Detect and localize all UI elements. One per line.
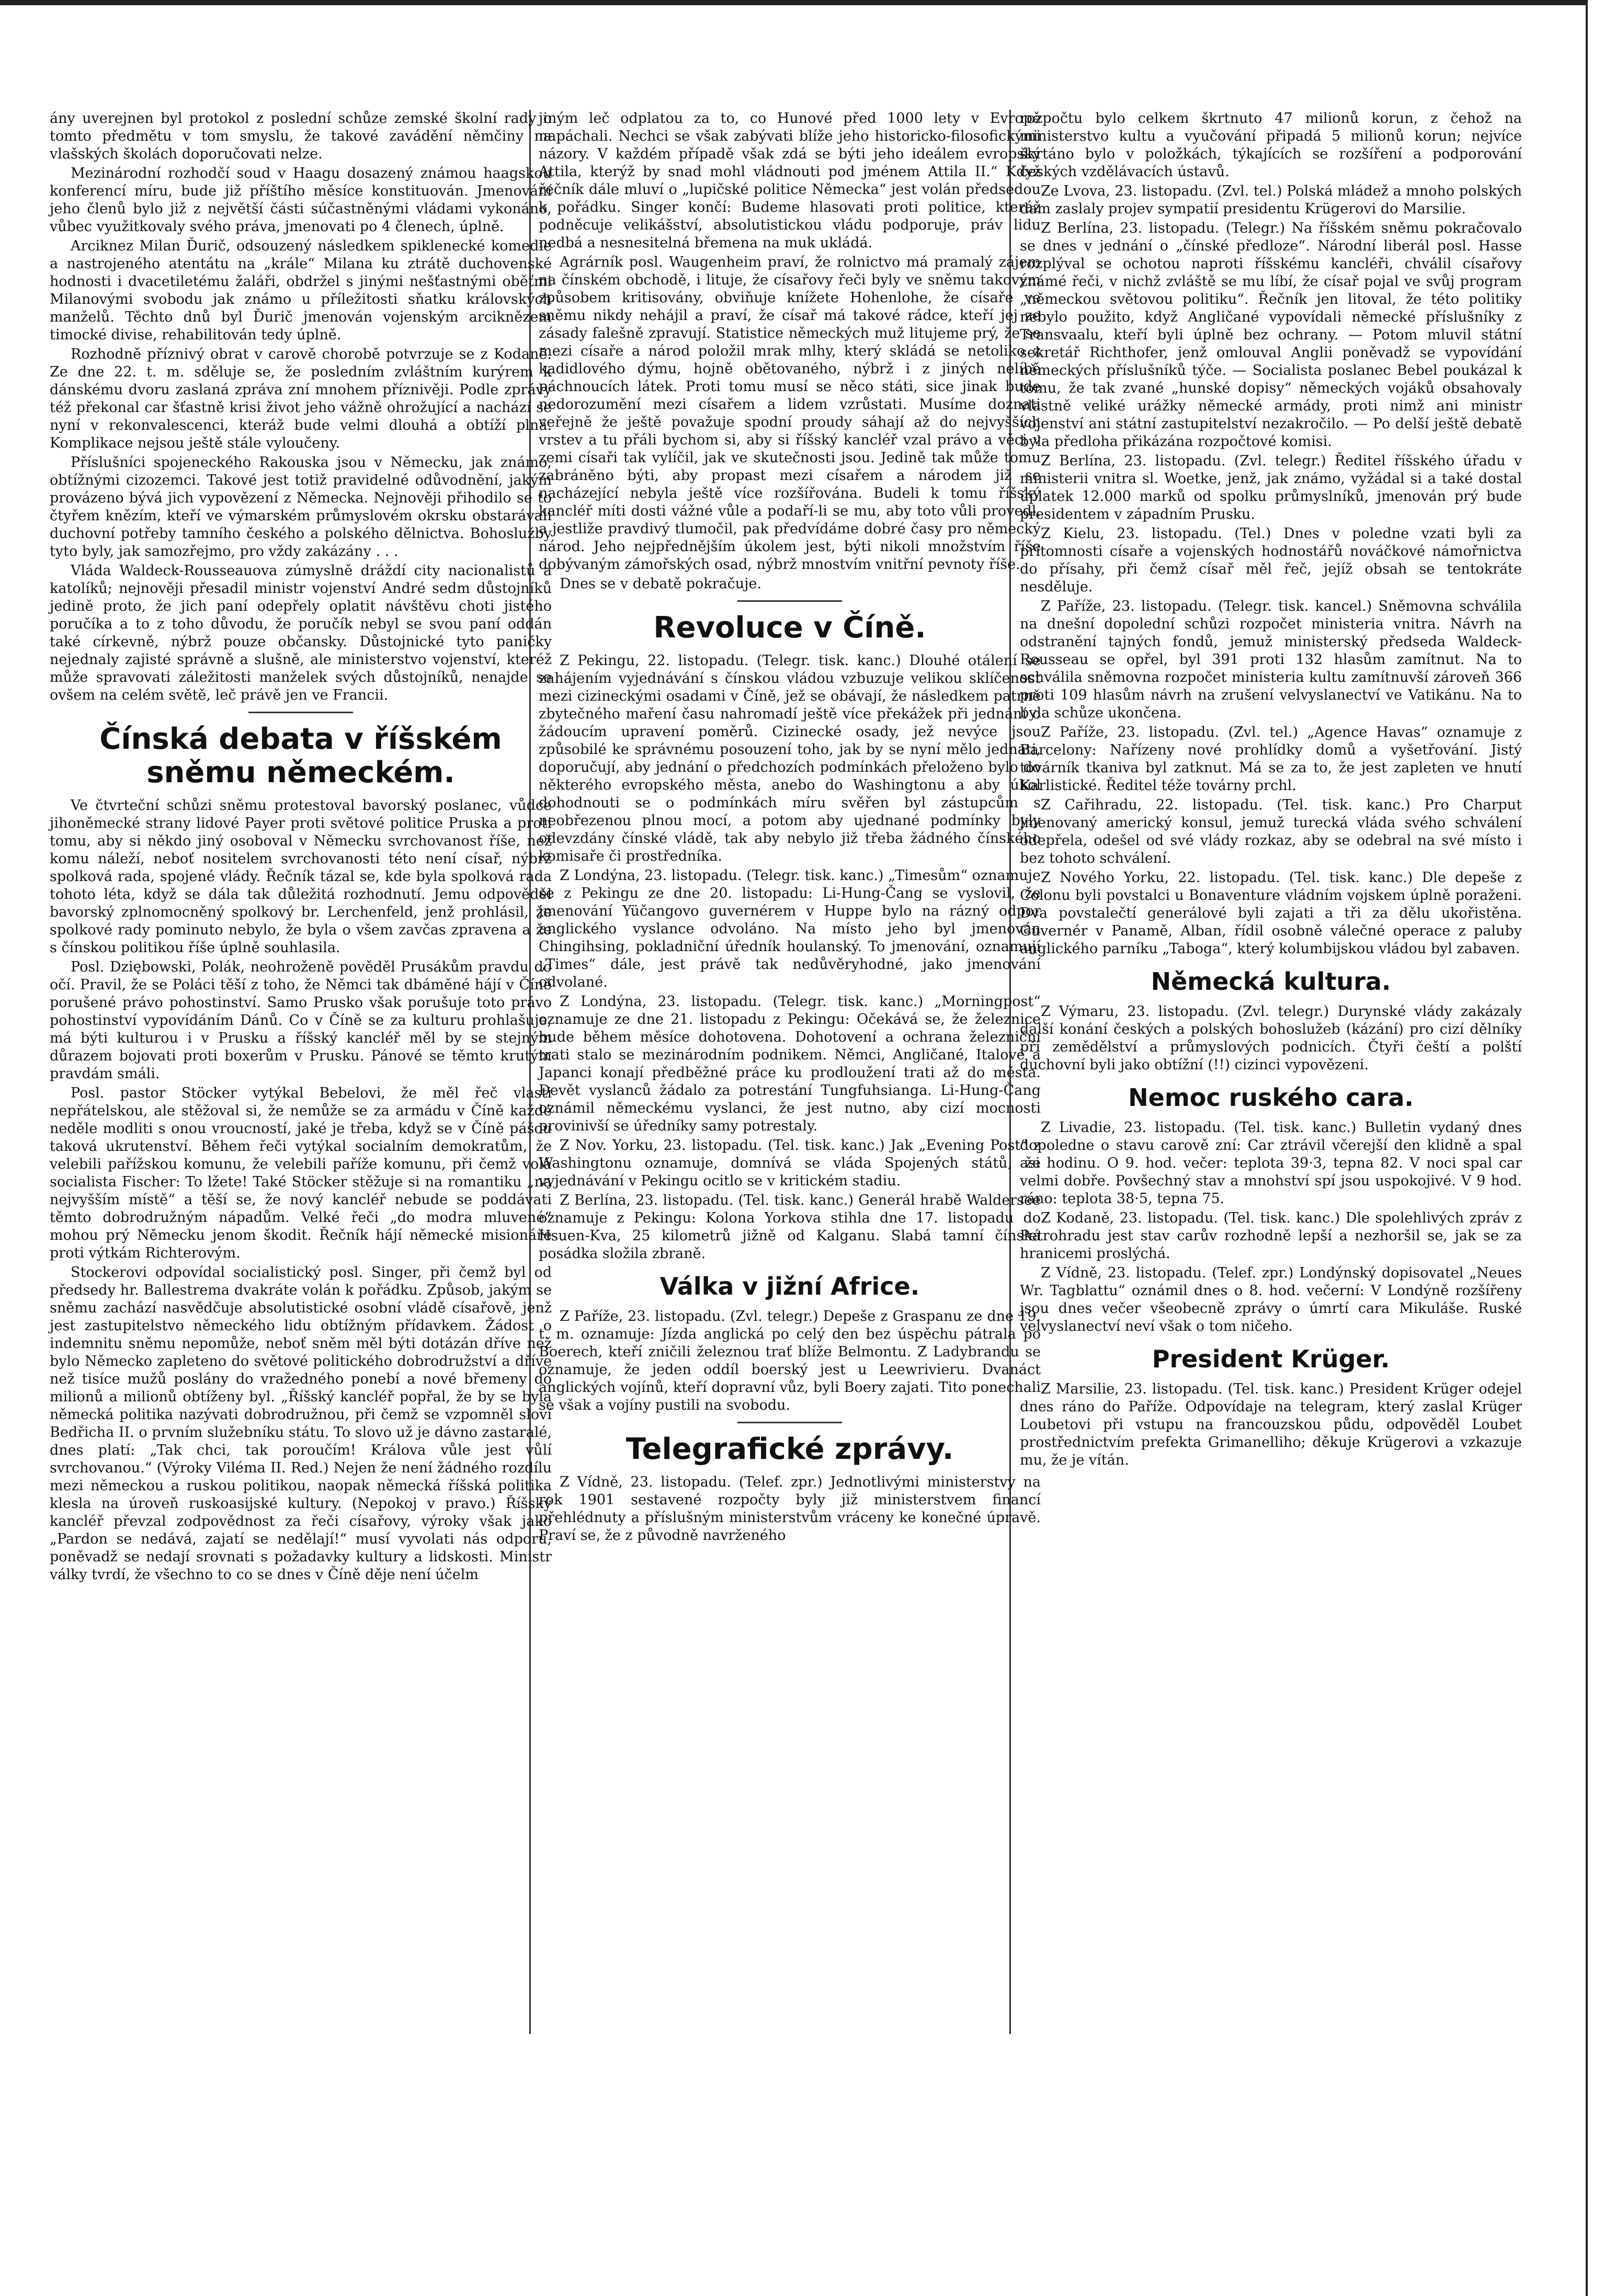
paragraph: Z Nov. Yorku, 23. listopadu. (Tel. tisk. kanc.) Jak „Evening Post“ z Washingtonu oznamuje, domnívá se vláda Spojených států, že vyjednávání v Pekingu ocitlo se v kritickém stadiu. <box>539 1137 1041 1189</box>
divider <box>248 712 353 713</box>
article-heading: Německá kultura. <box>1151 967 1391 996</box>
paragraph: Z Londýna, 23. listopadu. (Telegr. tisk. kanc.) „Morningpost“ oznamuje ze dne 21. listopadu z Pekingu: Očekává se, že železnice bude během měsíce dohotovena. Dohotovení a ochrana železniční trati stalo se mezinárodním podnikem. Němci, Angličané, Italové a Japanci konají předběžné práce ku prodloužení trati až do města. Devět vyslanců žádalo za potrestání Tungfuhsianga. Li-Hung-Čang oznámil německému vyslanci, že jest nutno, aby cizí mocnosti provinivší se úředníky samy potrestaly. <box>539 993 1041 1134</box>
paragraph: Z Cařihradu, 22. listopadu. (Tel. tisk. kanc.) Pro Charput jmenovaný americký konsul, jemuž turecká vláda svého schválení odepřela, odešel od své vlády rozkaz, aby se odebral na své místo i bez tohoto schválení. <box>1020 797 1522 866</box>
article-heading: Nemoc ruského cara. <box>1128 1083 1414 1112</box>
paragraph: Z Paříže, 23. listopadu. (Zvl. telegr.) Depeše z Graspanu ze dne 19. t. m. oznamuje: Jízda anglická po celý den bez úspěchu pátrala po Boerech, kteří zničili železnou trať blíže Belmontu. Z Ladybrandu se oznamuje, že jeden oddíl boerský jest u Leewrivieru. Dvanáct anglických vojínů, kteří dopravní vůz, byli Boery zajati. Tito ponechali se však a vojíny pustili na svobodu. <box>539 1308 1041 1413</box>
paragraph: Z Marsilie, 23. listopadu. (Tel. tisk. kanc.) President Krüger odejel dnes ráno do Paříže. Odpovídaje na telegram, který zaslal Krüger Loubetovi při vstupu na francouzskou půdu, odpověděl Loubet prostřednictvím prefekta Grimanelliho; děkuje Krügerovi a vzkazuje mu, že je vítán. <box>1020 1381 1522 1468</box>
paragraph: Ve čtvrteční schůzi sněmu protestoval bavorský poslanec, vůdce jihoněmecké strany lidové Payer proti světové politice Pruska a proti tomu, aby si někdo jiný osoboval v Německu svrchovanost říše, než komu náleží, neboť nositelem svrchovanosti této není císař, nýbrž spolková rada, spojené vlády. Řečník tázal se, kde byla spolková rada tohoto léta, když se dála tak důležitá rozhodnutí. Jemu odpověděl bavorský zplnomocněný spolkový br. Lerchenfeld, jenž prohlásil, že spolkové rady pominuto nebylo, že byla o všem zavčas zpravena a že s čínskou politikou říše úplně souhlasila. <box>50 797 552 956</box>
article-heading: Telegrafické zprávy. <box>625 1432 954 1466</box>
paragraph: Dnes se v debatě pokračuje. <box>560 576 762 592</box>
paragraph: Z Berlína, 23. listopadu. (Zvl. telegr.) Ředitel říšského úřadu v ministerii vnitra sl. Woetke, jenž, jak známo, vyžádal si a také dostal úplatek 12.000 marků od spolku průmyslníků, jmenován prý bude presidentem v západním Prusku. <box>1020 453 1522 522</box>
paragraph: Stockerovi odpovídal socialistický posl. Singer, při čemž byl od předsedy hr. Ballestrema dvakráte volán k pořádku. Způsob, jakým se sněmu zachází nasvědčuje absolutistické osobní vládě císařově, jenž jest zastupitelstvo německého lidu obtížným přídavkem. Žádost o indemnitu sněmu nepomůže, neboť sněm měl býti dotázán dříve než bylo Německo zapleteno do světové politického dobrodružství a dříve než tisíce mužů poslány do vražedného ponebí a nové břemeny do milionů a milionů obtíženy byl. „Říšský kancléř popřal, že by se byla německá politika nazývati dobrodružnou, při čemž se vzpomněl sloví Bedřicha II. o prvním služebníku státu. To slovo už je dávno zastaralé, dnes platí: „Tak chci, tak poroučím! Králova vůle jest vůlí svrchovanou.“ (Výroky Viléma II. Red.) Nejen že není žádného rozdílu mezi německou a ruskou politikou, naopak německá říšská politika klesla na úroveň ruskoasijské kultury. (Nepokoj v pravo.) Říšský kancléř převzal zodpovědnost za řeči císařovy, výroky však jako „Pardon se nedává, zajatí se nedělají!“ musí vyvolati nás odporu, poněvadž se nedají srovnati s požadavky kultury a lidskosti. Ministr války tvrdí, že všechno to co se dnes v Číně děje není účelm <box>50 1264 552 1583</box>
paragraph: Ze Lvova, 23. listopadu. (Zvl. tel.) Polská mládež a mnoho polských dam zaslaly projev sympatií presidentu Krügerovi do Marsilie. <box>1020 183 1522 217</box>
paragraph: Arciknez Milan Ďurič, odsouzený následkem spiklenecké komedie a nastrojeného atentátu na „krále“ Milana ku ztrátě duchovenské hodnosti i dvacetiletému žaláři, obdržel s jinými nešťastnými oběťmi Milanovými svobodu jak známo u příležitosti sňatku královských manželů. Těchto dnů byl Ďurič jmenován vojenským arciknězem timocké divise, rehabilitován tedy úplně. <box>50 238 552 343</box>
article-heading: President Krüger. <box>1152 1345 1390 1373</box>
column-3 <box>1020 110 1522 1471</box>
paragraph: Posl. Dziębowski, Polák, neohroženě pověděl Prusákům pravdu do očí. Pravil, že se Poláci těší z toho, že Němci tak dbáměné hájí v Číně porušené právo pohostinství. Samo Prusko však porušuje toto právo pohostinství vypovídáním Dánů. Co v Číně se za kulturu prohlašuje, má býti kulturou i v Prusku a říšský kancléř měl by se stejným důrazem bojovati proti boxerům v Prusku. Pánové se těmto krutým pravdám smáli. <box>50 959 552 1082</box>
paragraph: Z Nového Yorku, 22. listopadu. (Tel. tisk. kanc.) Dle depeše z Colonu byli povstalci u Bonaventure vládním vojskem úplně poraženi. Dva povstalečtí generálové byli zajati a tři za dělu ukořistěna. Guvernér v Panamě, Alban, řídil osobně válečné operace z paluby anglického parníku „Taboga“, který kolumbijskou vládou byl zabaven. <box>1020 870 1522 957</box>
paragraph: Z Berlína, 23. listopadu. (Telegr.) Na říšském sněmu pokračovalo se dnes v jednání o „čínské předloze“. Národní liberál posl. Hasse rozplýval se ochotou naproti říšskému kancléři, chválil císařovy známé řeči, v nichž zvláště se mu líbí, že císař pojal ve svůj program „německou světovou politiku“. Řečník jen litoval, že této politiky nebylo použito, když Angličané vypovídali německé příslušníky z Transvaalu, kteří byli úplně bez ochrany. — Potom mluvil státní sekretář Richthofer, jenž omlouval Anglii poněvadž se vypovídání německých příslušníků týče. — Socialista poslanec Bebel poukázal k tomu, že tak zvané „hunské dopisy“ německých vojáků obsahovaly vlastně veliké urážky německé armády, proti nimž ani ministr vojenství ani státní zastupitelství nezakročilo. — Po delší ještě debatě byla předloha přikázána rozpočtové komisi. <box>1020 220 1522 450</box>
divider <box>737 1422 842 1423</box>
paragraph: Posl. pastor Stöcker vytýkal Bebelovi, že měl řeč vlasti nepřátelskou, ale stěžoval si, že nemůže se za armádu v Číně každé neděle modliti s onou vroucností, jaké je třeba, když se v Číně pášou taková ukrutenství. Během řeči vytýkal socialním demokratům, že velebili pařížskou komunu, že velebili paříže komunu, při čemž volá socialista Fischer: To lžete! Také Stöcker stěžuje si na romantiku „na nejvyšším místě“ a těší se, že nový kancléř nebude se poddávati těmto dobrodružným nápadům. Velké řeči „do modra mluvené“ mohou prý Německu jenom škodit. Řečník hájí německé misionáře proti výtkám Richterovým. <box>50 1085 552 1261</box>
paragraph: Z Kodaně, 23. listopadu. (Tel. tisk. kanc.) Dle spolehlivých zpráv z Petrohradu jest stav carův rozhodně lepší a nezhoršil se, jak se za hranicemi proslýchá. <box>1020 1210 1522 1262</box>
article-heading: Revoluce v Číně. <box>653 611 926 645</box>
paragraph: Z Livadie, 23. listopadu. (Tel. tisk. kanc.) Bulletin vydaný dnes dopoledne o stavu carově zní: Car ztrávil včerejší den klidně a spal asi hodinu. O 9. hod. večer: teplota 39·3, tepna 82. V noci spal car velmi dobře. Povšechný stav a mnohství spí jsou uspokojivé. V 9 hod. ráno: teplota 38·5, tepna 75. <box>1020 1120 1522 1207</box>
paragraph: Z Vídně, 23. listopadu. (Telef. zpr.) Jednotlivými ministerstvy na rok 1901 sestavené rozpočty byly již ministerstvem financí přehlédnuty a příslušným ministerstvům vráceny ke konečné úpravě. Praví se, že z původně navrženého <box>539 1474 1041 1544</box>
paragraph: Z Vídně, 23. listopadu. (Telef. zpr.) Londýnský dopisovatel „Neues Wr. Tagblattu“ oznámil dnes o 8. hod. večerní: V Londýně rozšířeny jsou dnes večer všeobecně zprávy o úmrtí cara Mikuláše. Ruské velvyslanectví neví však o tom ničeho. <box>1020 1265 1522 1334</box>
paragraph: Z Pekingu, 22. listopadu. (Telegr. tisk. kanc.) Dlouhé otálení se zahájením vyjednávání s čínskou vládou vzbuzuje velikou sklíčenost mezi cizineckými osadami v Číně, jež se obávají, že následkem patrně zbytečného maření času nahromadí ještě více překážek při jednání o žádoucím upravení poměrů. Cizinecké osady, jež nevýce jsou způsobilé ke správnému posouzení toho, jak by se nyní mělo jednati, doporučují, aby jednání o předchozích podmínkách přeloženo bylo do některého evropského města, anebo do Washingtonu a aby úkol dohodnouti se o podmínkách míru svěřen byl zástupcům s neobřezenou plnou mocí, a potom aby ujednané podmínky byly odevzdány čínské vládě, tak aby nebylo již třeba žádného čínského komisaře či prostředníka. <box>539 653 1041 864</box>
divider <box>737 600 842 602</box>
paragraph: Agrárník posl. Waugenheim praví, že rolnictvo má pramalý zájem na čínském obchodě, i lituje, že císařovy řeči byly ve sněmu takovým způsobem kritisovány, obviňuje knížete Hohenlohe, že císaře ve sněmu nikdy nehájil a praví, že císař má takové rádce, kteří jej ze zásady falešně zpravují. Statistice německých muž litujeme prý, že se mezi císaře a národ položil mrak mlhy, který skládá se netoliko z kadidlového dýmu, hojně obětovaného, nýbrž i z jiných nelíbě páchnoucích látek. Proti tomu musí se něco státi, sice jinak bude nedorozumění mezi císařem a lidem vzrůstati. Musíme doznati veřejně že ještě považuje spodní proudy sáhají až do nejvyšších vrstev a tu přáli bychom si, aby si říšský kancléř vzal právo a věci v zemi císaři tak vylíčil, jak ve skutečnosti jsou. Jedině tak může tomu zabráněno býti, aby propast mezi císařem a národem již se nacházející nebyla ještě více rozšířována. Budeli k tomu říšský kancléř míti dosti vážné vůle a podaří-li se mu, aby toto vůli provedl, a jestliže pravdivý tlumočil, pak předvídáme dobré časy pro německý národ. Jeho nejpřednějším úkolem jest, býti nikoli množstvím říše dobývaným zámořských osad, nýbrž mnostvím vnitřní pevnoty říše. <box>539 254 1041 573</box>
paragraph: Vláda Waldeck-Rousseauova zúmyslně dráždí city nacionalistů a katolíků; nejnověji přesadil ministr vojenství André sedm důstojníků jedině proto, že jich paní odepřely oplatit návštěvu choti jistého poručíka a to z toho důvodu, že poručík nebyl se svou paní oddán také církevně, nýbrž pouze občansky. Důstojnické tyto paničky nejednaly zajisté správně a slušně, ale ministerstvo vojenství, kteréž může spravovati záležitosti manželek svých důstojníků, nenajde se ovšem na celém světě, leč právě jen ve Francii. <box>50 563 552 703</box>
paragraph: Z Paříže, 23. listopadu. (Telegr. tisk. kancel.) Sněmovna schválila na dnešní dopolední schůzi rozpočet ministeria vnitra. Návrh na odstranění tajných fondů, jemuž ministerský předseda Waldeck-Rousseau se opřel, byl 391 proti 132 hlasům zamítnut. Na to schválila sněmovna rozpočet ministeria kultu zamítnuvší zároveň 366 proti 109 hlasům návrh na zrušení velvyslanectví ve Vatikánu. Na to byla schůze ukončena. <box>1020 598 1522 721</box>
paragraph: jiným leč odplatou za to, co Hunové před 1000 lety v Evropě napáchali. Nechci se však zabývati blíže jeho historicko-filosofickými názory. V každém případě však zdá se býti jeho ideálem evropský Attila, kterýž by snad mohl vládnouti pod jménem Attila II.“ Když řečník dále mluví o „lupičské politice Německa“ jest volán předsedou k pořádku. Singer končí: Budeme hlasovati proti politice, kteráž podněcuje velikášství, absolutistickou vládu podporuje, práv lidu nedbá a nesnesitelná břemena na muk ukládá. <box>539 110 1041 251</box>
page-top-edge <box>0 0 1615 5</box>
paragraph: Z Kielu, 23. listopadu. (Tel.) Dnes v poledne vzati byli za přítomnosti císaře a vojenských hodnostářů nováčkové námořnictva do přísahy, při čemž císař měl řeč, jejíž obsah se tentokráte nesděluje. <box>1020 526 1522 595</box>
article-heading: Čínská debata v říšském sněmu německém. <box>99 722 502 790</box>
paragraph: Z Výmaru, 23. listopadu. (Zvl. telegr.) Durynské vlády zakázaly další konání českých a polských bohoslužeb (kázání) pro cizí dělníky při zemědělství a průmyslových podnicích. Čtyři čeští a polští duchovní byli jako obtížní (!!) cizinci vypovězeni. <box>1020 1003 1522 1073</box>
paragraph: rozpočtu bylo celkem škrtnuto 47 milionů korun, z čehož na ministerstvo kultu a vyučování připadá 5 milionů korun; nejvíce škrtáno bylo v položkách, týkajících se rozšíření a podporování českých vzdělávacích ústavů. <box>1020 110 1522 180</box>
paragraph: ány uverejnen byl protokol z poslední schůze zemské školní rady o tomto předmětu v tom smyslu, že takové zavádění němčiny na vlašských školách doporučovati nelze. <box>50 110 552 162</box>
column-1 <box>50 110 552 1585</box>
page-right-margin <box>1586 0 1615 2296</box>
article-heading: Válka v jižní Africe. <box>659 1272 920 1300</box>
paragraph: Mezinárodní rozhodčí soud v Haagu dosazený známou haagskou konferencí míru, bude již příštího měsíce konstituován. Jmenování jeho členů bylo již z největší části súčastněnými vládami vykonáno, vůbec využitkovaly svého práva, jmenovati po 4 členech, úplně. <box>50 165 552 235</box>
paragraph: Rozhodně příznivý obrat v carově chorobě potvrzuje se z Kodaně. Ze dne 22. t. m. sděluje se, že posledním zvláštním kurýrem k dánskému dvoru zaslaná zpráva zní mnohem příznivěji. Podle zprávy též překonal car šťastně krisi život jeho vážně ohrožující a nachází se nyní v rekonvalescenci, kteráž bude velmi dlouhá a obtíží plná. Komplikace nejsou ještě stále vyloučeny. <box>50 346 552 451</box>
paragraph: Z Berlína, 23. listopadu. (Tel. tisk. kanc.) Generál hrabě Waldersee oznamuje z Pekingu: Kolona Yorkova stihla dne 17. listopadu do Hsuen-Kva, 25 kilometrů jižně od Kalganu. Slabá tamní čínská posádka složila zbraně. <box>539 1192 1041 1262</box>
paragraph: Příslušníci spojeneckého Rakouska jsou v Německu, jak známo, obtížnými cizozemci. Takové jest totiž pravidelné odůvodnění, jakým provázeno bývá jich vypovězení z Německa. Nejnověji přihodilo se to čtyřem knězím, kteří ve výmarském průmyslovém okrsku obstarávali duchovní potřeby tamního českého a polského dělnictva. Bohoslužby tyto byly, jak samozřejmo, pro vždy zakázány . . . <box>50 454 552 559</box>
paragraph: Z Londýna, 23. listopadu. (Telegr. tisk. kanc.) „Timesům“ oznamuje se z Pekingu ze dne 20. listopadu: Li-Hung-Čang se vyslovil, že jmenování Yüčangovo guvernérem v Huppe bylo na rázný odpor anglického vyslance odvoláno. Na místo jeho byl jmenován Chingihsing, pokladniční úředník houlanský. To jmenování, oznamují „Times“ dále, jest právě tak nedůvěryhodné, jako jmenování odvolané. <box>539 867 1041 990</box>
column-2 <box>539 110 1041 1546</box>
paragraph: Z Paříže, 23. listopadu. (Zvl. tel.) „Agence Havas“ oznamuje z Barcelony: Nařízeny nové prohlídky domů a vyšetřování. Jistý továrník tkaniva byl zatknut. Má se za to, že jest zapleten ve hnutí Karlistické. Ředitel téže továrny prchl. <box>1020 724 1522 794</box>
